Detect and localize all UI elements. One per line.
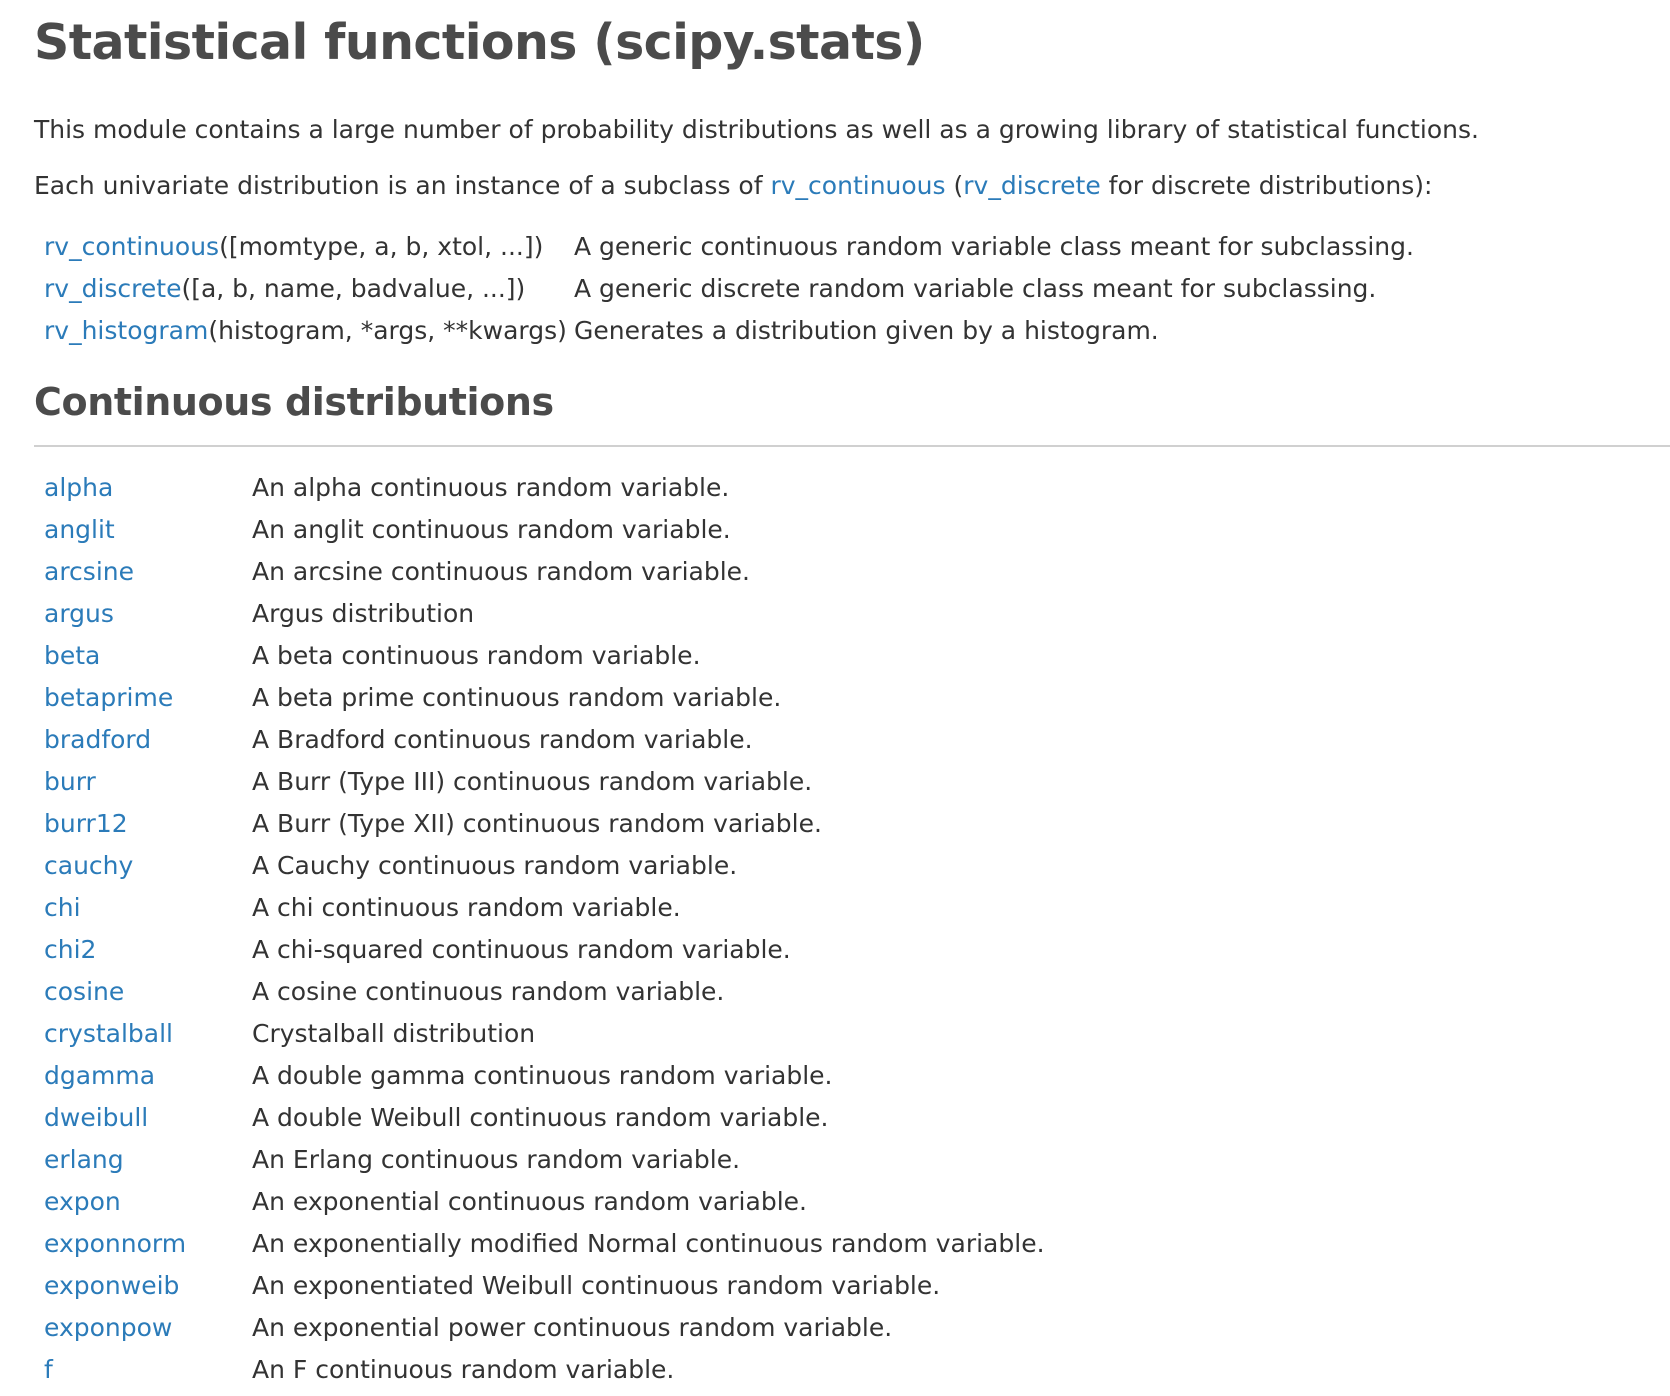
distribution-name-cell — [44, 971, 252, 1013]
distribution-row — [44, 593, 1045, 635]
distribution-description: Argus distribution — [252, 599, 475, 628]
distribution-row — [44, 467, 1045, 509]
distributions-table — [44, 467, 1045, 1391]
distribution-description: An anglit continuous random variable. — [252, 515, 731, 544]
distribution-row — [44, 1181, 1045, 1223]
distribution-row — [44, 971, 1045, 1013]
distribution-row — [44, 677, 1045, 719]
distribution-name-cell — [44, 1223, 252, 1265]
distribution-description: An Erlang continuous random variable. — [252, 1145, 741, 1174]
intro-paragraph: This module contains a large number of probability distributions as well as a growing library of statistical functions. — [34, 115, 1479, 144]
distribution-description: A chi continuous random variable. — [252, 893, 681, 922]
distribution-name-cell — [44, 887, 252, 929]
distribution-link[interactable]: erlang — [44, 1145, 124, 1174]
distribution-link[interactable]: cauchy — [44, 851, 134, 880]
distribution-row — [44, 845, 1045, 887]
distribution-row — [44, 1349, 1045, 1391]
class-link[interactable]: rv_histogram — [44, 316, 209, 345]
class-signature: ([momtype, a, b, xtol, ...]) — [219, 232, 544, 261]
distribution-description: An arcsine continuous random variable. — [252, 557, 750, 586]
class-signature-cell — [44, 226, 574, 268]
distribution-name-cell — [44, 1097, 252, 1139]
distribution-name-cell — [44, 929, 252, 971]
distribution-description: A Bradford continuous random variable. — [252, 725, 753, 754]
class-description: Generates a distribution given by a histogram. — [574, 316, 1159, 345]
distribution-name-cell — [44, 551, 252, 593]
distribution-description: A beta prime continuous random variable. — [252, 683, 782, 712]
rv-continuous-link[interactable]: rv_continuous — [770, 171, 946, 200]
distribution-row — [44, 929, 1045, 971]
distribution-row — [44, 1265, 1045, 1307]
distribution-row — [44, 1097, 1045, 1139]
distribution-name-cell — [44, 719, 252, 761]
distribution-name-cell — [44, 1349, 252, 1391]
distribution-description: An alpha continuous random variable. — [252, 473, 730, 502]
distribution-link[interactable]: chi — [44, 893, 81, 922]
distribution-link[interactable]: exponpow — [44, 1313, 173, 1342]
distribution-link[interactable]: exponweib — [44, 1271, 180, 1300]
distribution-name-cell — [44, 677, 252, 719]
distribution-row — [44, 1223, 1045, 1265]
distribution-link[interactable]: cosine — [44, 977, 125, 1006]
subclass-paragraph — [34, 170, 1432, 203]
distribution-name-cell — [44, 1265, 252, 1307]
distribution-description: An exponential continuous random variable. — [252, 1187, 807, 1216]
distribution-link[interactable]: burr12 — [44, 809, 128, 838]
distribution-description: A Cauchy continuous random variable. — [252, 851, 738, 880]
distribution-description: A Burr (Type III) continuous random variable. — [252, 767, 813, 796]
distribution-description: An exponentiated Weibull continuous random variable. — [252, 1271, 941, 1300]
distribution-name-cell — [44, 845, 252, 887]
base-classes-table — [44, 226, 1414, 352]
class-signature: (histogram, *args, **kwargs) — [208, 316, 567, 345]
class-signature: ([a, b, name, badvalue, ...]) — [181, 274, 526, 303]
class-link[interactable]: rv_continuous — [44, 232, 220, 261]
distribution-description: A beta continuous random variable. — [252, 641, 701, 670]
class-row — [44, 310, 1414, 352]
class-description: A generic discrete random variable class meant for subclassing. — [574, 274, 1377, 303]
distribution-row — [44, 761, 1045, 803]
distribution-link[interactable]: anglit — [44, 515, 115, 544]
distribution-row — [44, 887, 1045, 929]
distribution-name-cell — [44, 803, 252, 845]
distribution-link[interactable]: dweibull — [44, 1103, 149, 1132]
class-signature-cell — [44, 310, 574, 352]
distribution-link[interactable]: argus — [44, 599, 114, 628]
class-signature-cell — [44, 268, 574, 310]
distribution-description: A chi-squared continuous random variable. — [252, 935, 791, 964]
distribution-row — [44, 1307, 1045, 1349]
distribution-link[interactable]: alpha — [44, 473, 114, 502]
distribution-name-cell — [44, 1055, 252, 1097]
distribution-description: An exponentially modified Normal continuous random variable. — [252, 1229, 1045, 1258]
distribution-link[interactable]: betaprime — [44, 683, 174, 712]
subclass-text-suffix: for discrete distributions): — [1100, 171, 1433, 200]
class-description: A generic continuous random variable class meant for subclassing. — [574, 232, 1414, 261]
distribution-row — [44, 1139, 1045, 1181]
distribution-link[interactable]: burr — [44, 767, 96, 796]
distribution-row — [44, 509, 1045, 551]
distribution-link[interactable]: f — [44, 1355, 53, 1384]
subclass-text-paren: ( — [945, 171, 964, 200]
class-row — [44, 226, 1414, 268]
rv-discrete-link[interactable]: rv_discrete — [963, 171, 1101, 200]
distribution-row — [44, 1013, 1045, 1055]
distribution-name-cell — [44, 1139, 252, 1181]
distribution-row — [44, 719, 1045, 761]
distribution-description: An exponential power continuous random variable. — [252, 1313, 893, 1342]
class-row — [44, 268, 1414, 310]
distribution-description: A double gamma continuous random variable. — [252, 1061, 833, 1090]
distribution-link[interactable]: expon — [44, 1187, 121, 1216]
page-title: Statistical functions (scipy.stats) — [34, 14, 925, 71]
distribution-name-cell — [44, 1307, 252, 1349]
distribution-name-cell — [44, 761, 252, 803]
class-link[interactable]: rv_discrete — [44, 274, 182, 303]
distribution-name-cell — [44, 635, 252, 677]
distribution-name-cell — [44, 467, 252, 509]
distribution-name-cell — [44, 593, 252, 635]
distribution-row — [44, 1055, 1045, 1097]
distribution-description: An F continuous random variable. — [252, 1355, 675, 1384]
distribution-row — [44, 803, 1045, 845]
distribution-link[interactable]: beta — [44, 641, 101, 670]
distribution-description: Crystalball distribution — [252, 1019, 536, 1048]
distribution-description: A cosine continuous random variable. — [252, 977, 725, 1006]
distribution-link[interactable]: exponnorm — [44, 1229, 187, 1258]
distribution-description: A Burr (Type XII) continuous random variable. — [252, 809, 822, 838]
distribution-link[interactable]: crystalball — [44, 1019, 173, 1048]
distribution-name-cell — [44, 1181, 252, 1223]
section-divider — [34, 445, 1670, 447]
distribution-name-cell — [44, 1013, 252, 1055]
distribution-row — [44, 635, 1045, 677]
distribution-row — [44, 551, 1045, 593]
distribution-name-cell — [44, 509, 252, 551]
distribution-link[interactable]: chi2 — [44, 935, 97, 964]
distribution-link[interactable]: dgamma — [44, 1061, 156, 1090]
distribution-link[interactable]: arcsine — [44, 557, 134, 586]
distribution-link[interactable]: bradford — [44, 725, 152, 754]
subclass-text-prefix: Each univariate distribution is an instance of a subclass of — [34, 171, 771, 200]
distribution-description: A double Weibull continuous random variable. — [252, 1103, 829, 1132]
section-heading: Continuous distributions — [34, 380, 554, 424]
